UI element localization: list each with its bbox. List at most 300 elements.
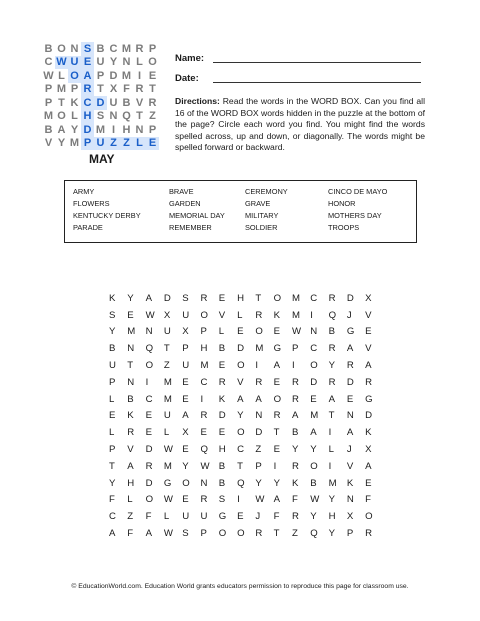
puzzle-letter[interactable]: A (310, 427, 317, 439)
puzzle-letter[interactable]: I (237, 494, 240, 506)
logo-letter: Y (109, 56, 118, 69)
puzzle-letter[interactable]: E (145, 427, 152, 439)
logo-letter: P (148, 123, 157, 136)
logo-letter: T (97, 83, 104, 96)
logo-letter: P (148, 42, 157, 55)
puzzle-letter[interactable]: P (109, 376, 116, 388)
puzzle-letter[interactable]: R (291, 460, 299, 472)
puzzle-letter[interactable]: K (291, 477, 299, 489)
logo-letter: I (111, 123, 116, 136)
puzzle-letter[interactable]: A (328, 393, 335, 405)
logo-letter: P (96, 69, 105, 82)
puzzle-letter[interactable]: F (365, 494, 372, 506)
puzzle-letter[interactable]: Y (109, 477, 116, 489)
puzzle-letter[interactable]: D (365, 410, 373, 422)
puzzle-letter[interactable]: M (255, 343, 264, 355)
puzzle-letter[interactable]: O (182, 477, 190, 489)
puzzle-letter[interactable]: K (218, 393, 226, 405)
puzzle-letter[interactable]: Y (310, 511, 317, 523)
puzzle-letter[interactable]: A (255, 393, 262, 405)
logo-letter: X (109, 83, 118, 96)
page-title: MAY (89, 152, 115, 166)
puzzle-letter[interactable]: R (200, 494, 208, 506)
puzzle-letter[interactable]: R (365, 376, 373, 388)
puzzle-letter[interactable]: L (218, 326, 225, 338)
puzzle-letter[interactable]: B (328, 326, 335, 338)
puzzle-letter[interactable]: S (109, 309, 116, 321)
puzzle-letter[interactable]: E (273, 444, 281, 456)
puzzle-letter[interactable]: B (127, 393, 134, 405)
puzzle-letter[interactable]: R (346, 360, 354, 372)
puzzle-letter[interactable]: E (109, 410, 116, 422)
word-box-item: KENTUCKY DERBY (73, 211, 141, 220)
word-box-item: REMEMBER (169, 223, 212, 232)
puzzle-letter[interactable]: V (218, 309, 226, 321)
puzzle-letter[interactable]: U (200, 511, 208, 523)
name-line (213, 62, 421, 63)
puzzle-letter[interactable]: L (237, 309, 243, 321)
puzzle-letter[interactable]: Q (328, 309, 337, 321)
puzzle-letter[interactable]: Z (291, 528, 298, 540)
directions (175, 96, 425, 154)
logo-letter: C (44, 56, 53, 69)
puzzle-letter[interactable]: K (273, 309, 281, 321)
logo-letter: S (96, 110, 105, 123)
puzzle-letter[interactable]: Z (255, 444, 262, 456)
puzzle-letter[interactable]: E (365, 477, 372, 489)
puzzle-letter[interactable]: N (145, 326, 153, 338)
puzzle-letter[interactable]: E (127, 309, 134, 321)
puzzle-letter[interactable]: Y (291, 444, 299, 456)
puzzle-letter[interactable]: R (255, 528, 263, 540)
puzzle-letter[interactable]: E (346, 393, 354, 405)
puzzle-letter[interactable]: D (310, 376, 318, 388)
puzzle-letter[interactable]: R (218, 376, 226, 388)
puzzle-letter[interactable]: E (273, 326, 281, 338)
logo-letter: D (81, 123, 94, 137)
puzzle-letter[interactable]: M (163, 460, 172, 472)
puzzle-letter[interactable]: F (145, 511, 152, 523)
puzzle-letter[interactable]: G (163, 477, 172, 489)
logo-letter: D (94, 96, 107, 110)
puzzle-letter[interactable]: R (145, 460, 153, 472)
puzzle-letter[interactable]: K (365, 427, 372, 439)
puzzle-letter[interactable]: E (273, 376, 281, 388)
puzzle-letter[interactable]: M (127, 326, 136, 338)
puzzle-letter[interactable]: E (218, 360, 226, 372)
logo-letter: B (44, 42, 53, 55)
puzzle-letter[interactable]: R (328, 376, 336, 388)
puzzle-letter[interactable]: E (310, 393, 317, 405)
puzzle-letter[interactable]: W (310, 494, 320, 506)
puzzle-letter[interactable]: H (237, 292, 245, 304)
logo-letter: S (81, 42, 94, 56)
puzzle-letter[interactable]: P (182, 343, 189, 355)
puzzle-letter[interactable]: M (310, 410, 319, 422)
logo-letter: Z (149, 110, 156, 123)
puzzle-letter[interactable]: U (109, 360, 116, 372)
logo-letter: U (109, 96, 118, 109)
logo-letter: C (81, 96, 94, 110)
puzzle-letter[interactable]: O (310, 360, 318, 372)
puzzle-letter[interactable]: E (182, 376, 189, 388)
logo-letter: H (122, 123, 131, 136)
puzzle-letter[interactable]: Y (328, 494, 335, 506)
puzzle-letter[interactable]: W (163, 494, 173, 506)
puzzle-letter[interactable]: C (310, 292, 318, 304)
puzzle-letter[interactable]: I (200, 393, 204, 405)
word-box-item: HONOR (328, 199, 356, 208)
puzzle-letter[interactable]: F (127, 528, 134, 540)
puzzle-letter[interactable]: E (218, 427, 226, 439)
puzzle-letter[interactable]: A (145, 292, 152, 304)
puzzle-letter[interactable]: T (273, 528, 280, 540)
puzzle-letter[interactable]: U (182, 360, 190, 372)
puzzle-letter[interactable]: X (365, 292, 372, 304)
puzzle-letter[interactable]: W (255, 494, 265, 506)
date-line (213, 82, 421, 83)
puzzle-letter[interactable]: N (310, 326, 318, 338)
puzzle-letter[interactable]: H (200, 343, 208, 355)
puzzle-letter[interactable]: A (127, 460, 134, 472)
puzzle-letter[interactable]: E (200, 427, 207, 439)
puzzle-letter[interactable]: H (218, 444, 226, 456)
puzzle-letter[interactable]: W (163, 528, 173, 540)
puzzle-letter[interactable]: R (291, 511, 299, 523)
puzzle-letter[interactable]: U (182, 309, 190, 321)
puzzle-letter[interactable]: I (273, 460, 277, 472)
logo-letter: T (58, 96, 65, 109)
puzzle-letter[interactable]: R (200, 410, 208, 422)
puzzle-letter[interactable]: Q (237, 477, 245, 489)
puzzle-letter[interactable]: R (200, 292, 208, 304)
puzzle-letter[interactable]: E (365, 326, 372, 338)
puzzle-letter[interactable]: Z (127, 511, 134, 523)
puzzle-letter[interactable]: G (365, 393, 373, 405)
logo-letter: T (136, 110, 143, 123)
logo-letter: W (56, 56, 67, 69)
puzzle-letter[interactable]: A (273, 494, 281, 506)
puzzle-letter[interactable]: T (163, 343, 170, 355)
logo-letter: C (109, 42, 118, 55)
puzzle-letter[interactable]: D (145, 444, 153, 456)
puzzle-letter[interactable]: T (127, 360, 134, 372)
puzzle-letter[interactable]: N (346, 494, 354, 506)
word-box-item: MOTHERS DAY (328, 211, 382, 220)
puzzle-letter[interactable]: K (109, 292, 116, 304)
puzzle-letter[interactable]: I (291, 360, 295, 372)
puzzle-letter[interactable]: O (200, 309, 208, 321)
word-box-item: FLOWERS (73, 199, 110, 208)
puzzle-letter[interactable]: I (255, 360, 259, 372)
puzzle-letter[interactable]: M (163, 376, 172, 388)
puzzle-letter[interactable]: O (237, 528, 245, 540)
logo-letter: M (121, 69, 132, 82)
logo-letter: R (135, 42, 144, 55)
puzzle-letter[interactable]: C (237, 444, 245, 456)
puzzle-letter[interactable]: T (109, 460, 115, 472)
puzzle-letter[interactable]: Y (255, 477, 262, 489)
puzzle-letter[interactable]: V (365, 343, 372, 355)
puzzle-letter[interactable]: R (255, 309, 263, 321)
puzzle-letter[interactable]: B (291, 427, 299, 439)
puzzle-letter[interactable]: C (109, 511, 116, 523)
puzzle-letter[interactable]: E (182, 393, 189, 405)
logo-letter: L (58, 69, 65, 82)
puzzle-letter[interactable]: R (291, 376, 299, 388)
puzzle-letter[interactable]: H (328, 511, 336, 523)
puzzle-letter[interactable]: P (346, 528, 354, 540)
puzzle-letter[interactable]: D (163, 292, 171, 304)
puzzle-letter[interactable]: O (255, 326, 263, 338)
word-box-item: GRAVE (245, 199, 271, 208)
puzzle-letter[interactable]: U (163, 410, 171, 422)
puzzle-letter[interactable]: K (127, 410, 134, 422)
puzzle-letter[interactable]: D (218, 410, 226, 422)
puzzle-letter[interactable]: X (182, 326, 189, 338)
puzzle-letter[interactable]: B (310, 477, 317, 489)
logo-letter: B (44, 123, 53, 136)
logo-letter: E (81, 56, 94, 70)
logo-letter: N (70, 42, 79, 55)
puzzle-letter[interactable]: J (255, 511, 261, 523)
puzzle-letter[interactable]: F (109, 494, 115, 506)
puzzle-letter[interactable]: L (109, 393, 115, 405)
logo-letter: L (136, 56, 143, 69)
logo-letter: I (137, 69, 142, 82)
logo-letter: B (122, 96, 131, 109)
puzzle-letter[interactable]: A (237, 393, 244, 405)
puzzle-letter[interactable]: U (163, 326, 171, 338)
puzzle-letter[interactable]: A (273, 360, 281, 372)
puzzle-letter[interactable]: L (328, 444, 334, 456)
puzzle-letter[interactable]: P (200, 326, 207, 338)
word-box (64, 180, 417, 243)
logo-letter: Y (57, 137, 66, 150)
puzzle-letter[interactable]: E (218, 292, 226, 304)
puzzle-letter[interactable]: C (200, 376, 208, 388)
puzzle-letter[interactable]: N (127, 343, 135, 355)
word-box-item: CEREMONY (245, 187, 288, 196)
puzzle-letter[interactable]: V (237, 376, 244, 388)
puzzle-letter[interactable]: O (273, 393, 282, 405)
puzzle-letter[interactable]: R (255, 376, 263, 388)
puzzle-letter[interactable]: W (145, 309, 155, 321)
puzzle-letter[interactable]: W (200, 460, 210, 472)
puzzle-letter[interactable]: Z (163, 360, 170, 372)
puzzle-letter[interactable]: T (328, 410, 335, 422)
puzzle-letter[interactable]: Q (310, 528, 318, 540)
puzzle-letter[interactable]: I (328, 427, 332, 439)
puzzle-letter[interactable]: X (365, 444, 372, 456)
puzzle-letter[interactable]: I (310, 309, 313, 321)
puzzle-letter[interactable]: P (109, 444, 116, 456)
puzzle-letter[interactable]: A (145, 528, 152, 540)
puzzle-letter[interactable]: O (310, 460, 318, 472)
puzzle-letter[interactable]: B (109, 343, 116, 355)
logo-letter: U (68, 56, 81, 70)
puzzle-letter[interactable]: M (200, 360, 209, 372)
logo-letter: V (44, 137, 53, 150)
puzzle-letter[interactable]: F (291, 494, 298, 506)
puzzle-letter[interactable]: F (273, 511, 280, 523)
puzzle-letter[interactable]: S (182, 292, 189, 304)
puzzle-letter[interactable]: I (145, 376, 149, 388)
logo-letter: R (81, 83, 94, 97)
puzzle-letter[interactable]: Y (109, 326, 116, 338)
logo-letter: R (135, 83, 144, 96)
puzzle-letter[interactable]: P (200, 528, 207, 540)
puzzle-letter[interactable]: Q (200, 444, 208, 456)
puzzle-letter[interactable]: A (365, 460, 372, 472)
puzzle-letter[interactable]: A (109, 528, 116, 540)
name-label: Name: (175, 53, 205, 64)
puzzle-letter[interactable]: C (310, 343, 318, 355)
logo-letter: V (135, 96, 144, 109)
puzzle-letter[interactable]: W (291, 326, 302, 338)
puzzle-letter[interactable]: G (273, 343, 282, 355)
puzzle-letter[interactable]: W (163, 444, 173, 456)
puzzle-letter[interactable]: L (127, 494, 133, 506)
puzzle-letter[interactable]: O (273, 292, 282, 304)
puzzle-letter[interactable]: L (163, 427, 170, 439)
puzzle-letter[interactable]: N (346, 410, 354, 422)
word-box-item: MEMORIAL DAY (169, 211, 225, 220)
puzzle-letter[interactable]: A (291, 410, 299, 422)
puzzle-letter[interactable]: B (218, 477, 226, 489)
logo-letter: P (44, 96, 53, 109)
directions-label: Directions: (175, 96, 220, 106)
puzzle-letter[interactable]: R (291, 393, 299, 405)
logo-letter: T (149, 83, 156, 96)
puzzle-letter[interactable]: M (328, 477, 337, 489)
logo-letter: E (146, 137, 159, 151)
puzzle-letter[interactable]: R (328, 343, 336, 355)
directions-text: Read the words in the WORD BOX. Can you find all 16 of the WORD BOX words hidden in the puzzle at the bottom of the page? Circle each word you find. You might find the words spelled across, up and down, or diagonally. The words might be spelled forward or backward. (175, 96, 425, 153)
word-box-item: PARADE (73, 223, 103, 232)
logo-letter: M (69, 137, 80, 150)
logo-letter: K (70, 96, 79, 109)
puzzle-letter[interactable]: P (291, 343, 299, 355)
puzzle-letter[interactable]: Y (237, 410, 244, 422)
puzzle-letter[interactable]: E (145, 410, 152, 422)
puzzle-letter[interactable]: R (365, 528, 373, 540)
logo-letter: O (68, 69, 81, 83)
puzzle-letter[interactable]: R (127, 427, 135, 439)
puzzle-letter[interactable]: M (163, 393, 172, 405)
puzzle-letter[interactable]: X (182, 427, 189, 439)
puzzle-letter[interactable]: Y (328, 360, 335, 372)
puzzle-letter[interactable]: S (218, 494, 226, 506)
puzzle-letter[interactable]: D (237, 343, 245, 355)
puzzle-letter[interactable]: I (328, 460, 332, 472)
puzzle-letter[interactable]: V (346, 460, 354, 472)
puzzle-letter[interactable]: Y (273, 477, 281, 489)
logo-letter: E (148, 69, 157, 82)
puzzle-letter[interactable]: N (127, 376, 135, 388)
puzzle-letter[interactable]: R (273, 410, 281, 422)
puzzle-letter[interactable]: Y (310, 444, 317, 456)
puzzle-letter[interactable]: R (328, 292, 336, 304)
puzzle-letter[interactable]: Y (328, 528, 335, 540)
logo-letter: M (43, 110, 54, 123)
puzzle-letter[interactable]: V (127, 444, 134, 456)
puzzle-letter[interactable]: G (218, 511, 227, 523)
puzzle-letter[interactable]: L (163, 511, 170, 523)
puzzle-letter[interactable]: C (145, 393, 153, 405)
word-box-item: BRAVE (169, 187, 194, 196)
puzzle-letter[interactable]: T (273, 427, 280, 439)
puzzle-letter[interactable]: N (255, 410, 263, 422)
puzzle-letter[interactable]: A (346, 427, 354, 439)
puzzle-letter[interactable]: D (346, 376, 354, 388)
puzzle-letter[interactable]: H (127, 477, 135, 489)
puzzle-letter[interactable]: Y (127, 292, 134, 304)
puzzle-letter[interactable]: S (182, 528, 189, 540)
date-label: Date: (175, 73, 199, 84)
puzzle-letter[interactable]: O (237, 427, 245, 439)
puzzle-letter[interactable]: N (200, 477, 208, 489)
puzzle-letter[interactable]: D (255, 427, 263, 439)
logo-letter: Y (70, 123, 79, 136)
puzzle-letter[interactable]: D (346, 292, 354, 304)
logo-letter: N (135, 123, 144, 136)
puzzle-letter[interactable]: G (346, 326, 355, 338)
puzzle-letter[interactable]: O (145, 360, 154, 372)
logo-letter: Q (122, 110, 131, 123)
puzzle-letter[interactable]: O (237, 360, 245, 372)
puzzle-letter[interactable]: M (291, 309, 300, 321)
puzzle-letter[interactable]: A (182, 410, 189, 422)
puzzle-letter[interactable]: B (218, 343, 226, 355)
puzzle-letter[interactable]: E (237, 511, 244, 523)
logo-letter: H (81, 110, 94, 124)
puzzle-letter[interactable]: O (145, 494, 154, 506)
puzzle-letter[interactable]: M (291, 292, 300, 304)
logo-letter: R (148, 96, 157, 109)
puzzle-letter[interactable]: A (365, 360, 372, 372)
puzzle-letter[interactable]: U (182, 511, 190, 523)
puzzle-letter[interactable]: O (365, 511, 373, 523)
logo-letter: B (96, 42, 105, 55)
logo-letter: U (94, 137, 107, 151)
puzzle-letter[interactable]: E (237, 326, 244, 338)
logo-letter: L (133, 137, 146, 151)
logo-letter: D (109, 69, 118, 82)
word-search-grid (109, 290, 381, 542)
logo-letter: Z (120, 137, 133, 151)
puzzle-letter[interactable]: X (346, 511, 354, 523)
puzzle-letter[interactable]: J (346, 444, 352, 456)
puzzle-letter[interactable]: E (182, 444, 189, 456)
puzzle-letter[interactable]: B (218, 460, 226, 472)
puzzle-letter[interactable]: P (255, 460, 262, 472)
puzzle-letter[interactable]: T (237, 460, 243, 472)
puzzle-letter[interactable]: O (218, 528, 227, 540)
puzzle-letter[interactable]: D (145, 477, 153, 489)
puzzle-letter[interactable]: K (346, 477, 354, 489)
puzzle-letter[interactable]: L (109, 427, 115, 439)
logo-letter: L (71, 110, 78, 123)
puzzle-letter[interactable]: V (365, 309, 372, 321)
puzzle-letter[interactable]: Y (182, 460, 189, 472)
puzzle-letter[interactable]: E (182, 494, 189, 506)
puzzle-letter[interactable]: X (163, 309, 171, 321)
puzzle-letter[interactable]: A (346, 343, 354, 355)
puzzle-letter[interactable]: T (255, 292, 262, 304)
puzzle-letter[interactable]: J (346, 309, 352, 321)
puzzle-letter[interactable]: Q (145, 343, 154, 355)
